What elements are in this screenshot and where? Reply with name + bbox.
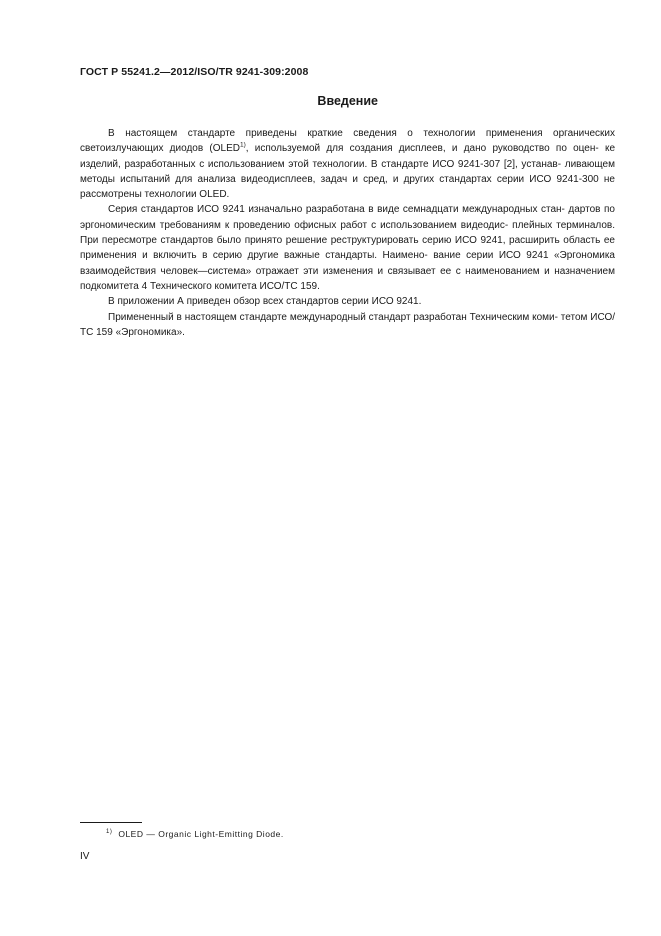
paragraph-4: Примененный в настоящем стандарте международный стандарт разработан Техническим коми- тетом ИСО/ТС 159 «Эргономика». — [80, 311, 615, 338]
footnote-text: OLED — Organic Light-Emitting Diode. — [118, 829, 284, 839]
paragraph-1-part-b: , используемой для создания дисплеев, и дано руководство по оцен- ке изделий, разработанных с использованием этой технологии. В стандарте ИСО 9241-307 [2], устанав- ливающем методы испытаний для анализа видеодисплеев, задач и сред, и других стандартах серии ИСО 9241-300 не рассмотрены технологии OLED. — [80, 143, 616, 201]
footnote-separator — [80, 822, 142, 823]
footnote-reference[interactable]: 1) — [239, 141, 246, 149]
section-title: Введение — [317, 94, 378, 108]
footnote — [106, 829, 284, 839]
paragraph-1-part-a: В настоящем стандарте приведены краткие сведения о технологии применения органических светоизлучающих диодов (OLED — [80, 128, 615, 155]
paragraph-1 — [80, 126, 615, 202]
page-number: IV — [80, 851, 90, 862]
paragraph-2: Серия стандартов ИСО 9241 изначально разработана в виде семнадцати международных стан- дартов по эргономическим требованиям к проведению офисных работ с использованием видеодис- плейных терминалов. При пересмотре стандартов было принято решение реструктурировать серию ИСО 9241, расширить область ее применения и включить в серию другие важные стандарты. Наимено- вание серии ИСО 9241 «Эргономика взаимодействия человек—система» отражает эти изменения и связывает ее с наименованием и назначением подкомитета 4 Технического комитета ИСО/ТС 159. — [80, 204, 615, 292]
introduction-body — [80, 126, 615, 340]
document-header: ГОСТ Р 55241.2—2012/ISO/TR 9241-309:2008 — [80, 66, 309, 78]
paragraph-3: В приложении А приведен обзор всех стандартов серии ИСО 9241. — [108, 296, 422, 308]
footnote-marker: 1) — [106, 829, 113, 836]
section-title-wrapper — [80, 94, 615, 108]
